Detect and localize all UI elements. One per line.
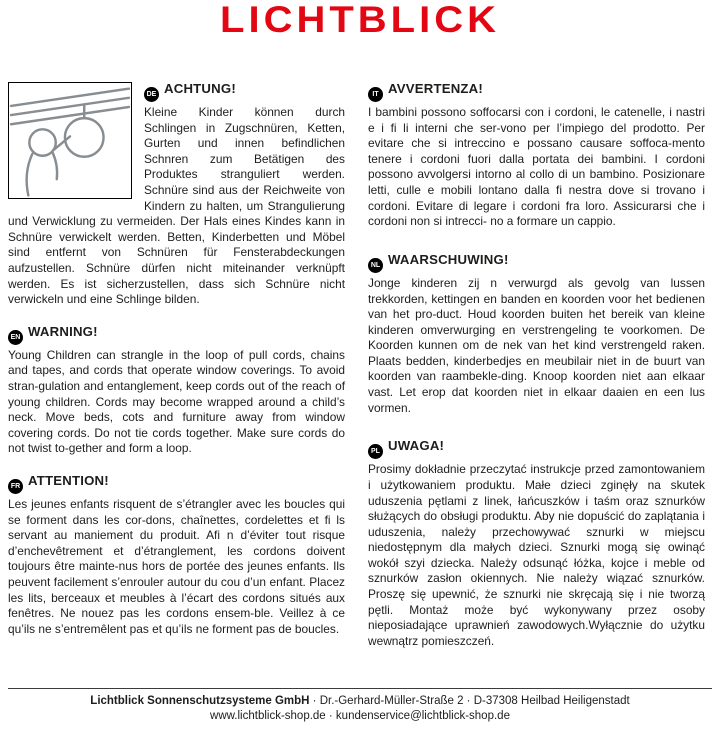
section-it-heading <box>368 80 705 102</box>
language-badge-fr-icon: FR <box>8 479 23 494</box>
section-it-title: AVVERTENZA! <box>388 81 484 96</box>
language-badge-en-icon: EN <box>8 330 23 345</box>
footer-address-line <box>8 694 712 710</box>
footer-address: · Dr.-Gerhard-Müller-Straße 2 · D-37308 Heilbad Heiligenstadt <box>309 694 630 707</box>
lichtblick-logo: LICHTBLICK <box>220 0 500 41</box>
footer-company: Lichtblick Sonnenschutzsysteme GmbH <box>90 694 310 707</box>
section-pl-body: Prosimy dokładnie przeczytać instrukcje przed zamontowaniem i użytkowaniem produktu. Małe dzieci zginęły na skutek uduszenia pętlami z linek, łańcuszków i taśm oraz sznurków służących do obsługi produktu. Aby nie dopuścić do zaplątania i uduszenia, należy przechowywać sznurki w miejscu niedostępnym dla małych dzieci. Sznurki mogą się owinąć wokół szyi dziecka. Należy odsunąć łóżka, kojce i meble od sznurków zasłon okiennych. Nie należy wiązać sznurków. Proszę się upewnić, że sznurki nie skręcają się i nie tworzą pętli. Montaż może być wykonywany przez osoby nieposiadające uprawnień zawodowych.Wyłącznie do użytku wewnątrz pomieszczeń. <box>368 462 705 648</box>
section-de-body: Kleine Kinder können durch Schlingen in Zugschnüren, Ketten, Gurten und innen befindlichen Schnren zum Betätigen des Produktes stranguliert werden. Schnüre sind aus der Reichweite von Kindern zu halten, um Strangulierung und Verwicklung zu vermeiden. Der Hals eines Kindes kann in Schnüre verwickelt werden. Betten, Kinderbetten und Möbel sind entfernt von Schnüren für Fensterabdeckungen aufzustellen. Schnüre dürfen nicht miteinander verknüpft werden. Es ist sicherzustellen, dass sich Schnüre nicht verwickeln und eine Schlinge bilden. <box>8 105 345 307</box>
section-de-title: ACHTUNG! <box>164 81 236 96</box>
section-en-title: WARNING! <box>28 323 98 339</box>
section-fr-title: ATTENTION! <box>28 473 109 489</box>
left-column <box>8 80 345 670</box>
section-nl <box>368 251 705 416</box>
language-badge-pl-icon: PL <box>368 444 383 459</box>
content-columns <box>8 80 712 670</box>
section-fr-body: Les jeunes enfants risquent de s’étrangler avec les boucles qui se forment dans les cor-dons, chaînettes, cordelettes et fi ls servant au maniement du produit. Afi n d’éviter tout risque d’enchevêtrement et d’étranglement, les cordons doivent toujours être mainte-nus hors de portée des jeunes enfants. Ils peuvent facilement s’enrouler autour du cou d’un enfant. Placez les lits, berceaux et meubles à l’écart des cordons situés aux fenêtres. Ne nouez pas les cordons ensem-ble. Veillez à ce qu’ils ne s’entremêlent pas et qu’ils ne forment pas de boucles. <box>8 497 345 636</box>
section-pl <box>368 437 705 649</box>
language-badge-de-icon: DE <box>144 87 159 102</box>
footer <box>8 688 712 725</box>
section-en <box>8 323 345 457</box>
language-badge-nl-icon: NL <box>368 258 383 273</box>
language-badge-it-icon: IT <box>368 87 383 102</box>
section-it-body: I bambini possono soffocarsi con i cordoni, le catenelle, i nastri e i fi li interni che ser-vono per l’impiego del prodotto. Per evitare che si intreccino e possano causare soffoca-mento tenere i cordoni fuori dalla portata dei bambini. I cordoni possono avvolgersi intorno al collo di un bambino. Posizionare letti, culle e mobili lontano dalla fi nestra dove si trovano i cordoni. Evitare di legare i cordoni fra loro. Assicurarsi che i cordoni non si intrecci- no a formare un cappio. <box>368 105 705 229</box>
child-reaching-cord-loop-icon <box>9 83 131 198</box>
header <box>8 0 712 44</box>
section-pl-heading <box>368 437 705 459</box>
section-nl-title: WAARSCHUWING! <box>388 251 509 267</box>
section-en-heading <box>8 323 345 345</box>
section-en-body: Young Children can strangle in the loop of pull cords, chains and tapes, and cords that operate window coverings. To avoid stran-gulation and entanglement, keep cords out of the reach of young children. Cords may become wrapped around a child’s neck. Move beds, cots and furniture away from window covering cords. Do not tie cords together. Make sure cords do not twist to-gether and form a loop. <box>8 347 345 456</box>
section-fr-heading <box>8 472 345 494</box>
section-fr <box>8 472 345 637</box>
section-it <box>368 80 705 230</box>
section-nl-body: Jonge kinderen zij n verwurgd als gevolg van lussen trekkorden, kettingen en banden en koorden voor het bedienen van het pro-duct. Houd koorden buiten het bereik van kleine kinderen omverwurging en verstrengeling te voorkomen. De Koorden kunnen om de nek van het kind verstrengeld raken. Plaats bedden, kinderbedjes en meubilair niet in de buurt van koorden van raambekle-ding. Knoop koorden niet aan elkaar vast. Let erop dat koorden niet in elkaar daaien en een lus vormen. <box>368 275 705 415</box>
section-pl-title: UWAGA! <box>388 438 445 454</box>
section-nl-heading <box>368 251 705 273</box>
footer-contact-line: www.lichtblick-shop.de · kundenservice@lichtblick-shop.de <box>210 710 510 723</box>
child-cord-warning-illustration <box>8 82 132 199</box>
right-column <box>368 80 705 670</box>
